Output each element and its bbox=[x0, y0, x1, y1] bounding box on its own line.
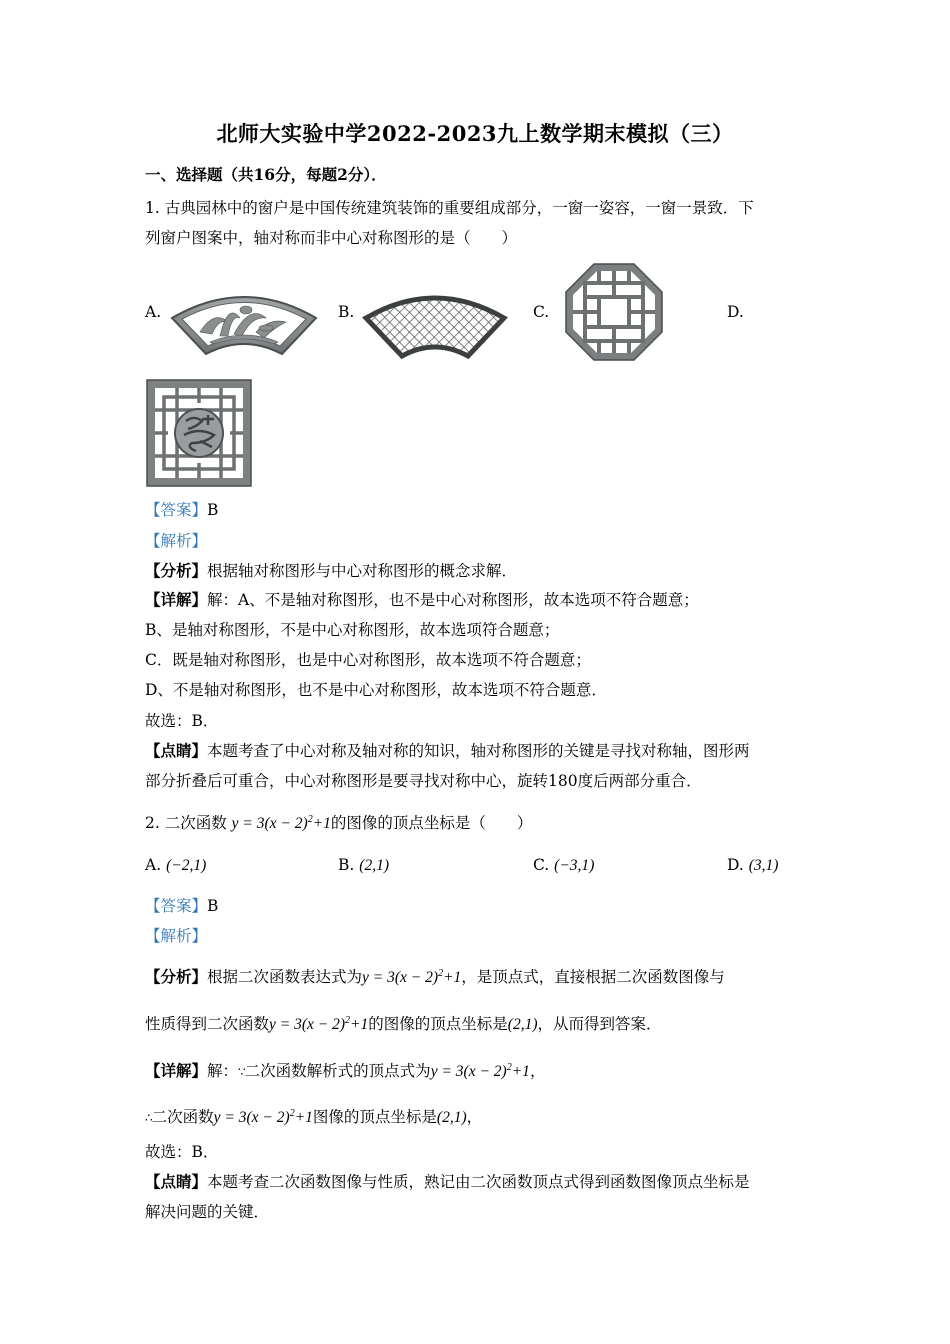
q2-xiangjie-e: 图像的顶点坐标是 bbox=[312, 1108, 437, 1127]
page-title: 北师大实验中学2022-2023九上数学期末模拟（三） bbox=[216, 121, 734, 146]
q2-xiangjie-line1 bbox=[145, 1058, 545, 1082]
q1-fenxi-text: 根据轴对称图形与中心对称图形的概念求解． bbox=[207, 562, 518, 580]
section-heading: 一、选择题（共16分，每题2分）． bbox=[145, 165, 387, 184]
formula-lhs: y = 3 bbox=[231, 815, 265, 833]
xiangjie-tag: 【详解】 bbox=[145, 590, 208, 609]
q2-answer-value: B bbox=[207, 897, 219, 915]
q2-xiangjie-line2: ∴二次函数$y = 3(x - 2)^2+1$图像的顶点坐标是(2,1)， bbox=[145, 1108, 483, 1127]
q1-option-a-label: A. bbox=[145, 303, 162, 321]
q2-stem-post: 的图像的顶点坐标是（ ） bbox=[330, 814, 533, 833]
q2-fenxi-a: 根据二次函数表达式为 bbox=[207, 968, 363, 987]
q2-option-b: B. (2,1) bbox=[338, 856, 389, 874]
q2-xiangjie-c: ， bbox=[529, 1062, 546, 1081]
q1-dianjing-line1 bbox=[145, 741, 750, 761]
q1-dianjing-text1: 本题考查了中心对称及轴对称的知识，轴对称图形的关键是寻找对称轴，图形两 bbox=[207, 742, 750, 760]
q1-xiangjie-line1 bbox=[145, 590, 699, 610]
q2-xiangjie-d: 二次函数 bbox=[151, 1108, 214, 1127]
dianjing-tag: 【点睛】 bbox=[145, 1172, 208, 1191]
q2-option-c-letter: C. bbox=[533, 856, 550, 874]
formula: $y = 3(x - 2)^2+1$ bbox=[430, 1062, 530, 1081]
q2-fenxi-c: 性质得到二次函数 bbox=[145, 1015, 270, 1034]
q2-xiangjie-a: 解： bbox=[207, 1062, 239, 1081]
q2-stem bbox=[145, 810, 532, 834]
therefore-symbol: ∴ bbox=[145, 1111, 152, 1126]
q2-option-b-value: 2,1 bbox=[364, 857, 384, 874]
window-fan-carved-image bbox=[170, 288, 318, 360]
vertex: 2,1 bbox=[442, 1109, 462, 1127]
q1-answer bbox=[145, 500, 218, 520]
q2-fenxi-b: ，是顶点式，直接根据二次函数图像与 bbox=[461, 968, 725, 987]
q2-option-c: C. (−3,1) bbox=[533, 856, 595, 874]
q1-fenxi bbox=[145, 561, 517, 581]
formula-tail: +1 bbox=[312, 815, 331, 833]
formula: $y = 3(x - 2)^2+1$ bbox=[269, 1015, 369, 1034]
q2-xiangjie-b: 二次函数解析式的顶点式为 bbox=[244, 1062, 431, 1081]
q2-option-d-letter: D. bbox=[727, 856, 744, 874]
q2-dianjing-line2: 解决问题的关键． bbox=[145, 1203, 270, 1221]
q2-option-a-letter: A. bbox=[145, 856, 162, 874]
vertex: 2,1 bbox=[512, 1016, 533, 1034]
answer-tag: 【答案】 bbox=[145, 897, 208, 915]
q1-choose: 故选：B． bbox=[145, 712, 219, 730]
q1-dianjing-line2: 部分折叠后可重合，中心对称图形是要寻找对称中心，旋转180度后两部分重合． bbox=[145, 772, 702, 790]
q2-option-b-letter: B. bbox=[338, 856, 355, 874]
q2-option-d: D. (3,1) bbox=[727, 856, 779, 874]
q1-option-b-label: B. bbox=[338, 303, 355, 321]
q2-analysis-tag: 【解析】 bbox=[145, 927, 208, 945]
q2-choose: 故选：B． bbox=[145, 1143, 219, 1161]
q2-dianjing-text1: 本题考查二次函数图像与性质，熟记由二次函数顶点式得到函数图像顶点坐标是 bbox=[207, 1173, 750, 1191]
q1-xiangjie-text1: 解：A、不是轴对称图形，也不是中心对称图形，故本选项不符合题意； bbox=[207, 591, 699, 609]
q1-answer-value: B bbox=[207, 501, 219, 519]
q2-fenxi-d: 的图像的顶点坐标是 bbox=[368, 1015, 508, 1034]
q2-option-a: A. (−2,1) bbox=[145, 856, 207, 874]
fenxi-tag: 【分析】 bbox=[145, 967, 208, 987]
formula-inner: x − 2 bbox=[269, 815, 303, 833]
q2-dianjing-line1 bbox=[145, 1172, 750, 1192]
q1-stem-line1: 1. 古典园林中的窗户是中国传统建筑装饰的重要组成部分，一窗一姿容，一窗一景致．下 bbox=[145, 199, 754, 217]
q2-fenxi-e: ，从而得到答案． bbox=[537, 1015, 662, 1034]
q1-option-c-label: C. bbox=[533, 303, 550, 321]
q2-option-c-value: −3,1 bbox=[559, 857, 590, 874]
q1-analysis-tag: 【解析】 bbox=[145, 532, 208, 550]
q2-formula: $y = 3(x - 2)^2+1$ bbox=[231, 814, 331, 833]
formula: $y = 3(x - 2)^2+1$ bbox=[213, 1108, 313, 1127]
window-square-fu-image bbox=[146, 379, 252, 487]
q2-answer bbox=[145, 896, 218, 916]
formula-exp: 2 bbox=[307, 814, 313, 825]
q1-xiangjie-line3: C．既是轴对称图形，也是中心对称图形，故本选项不符合题意； bbox=[145, 651, 591, 669]
q1-stem-line2: 列窗户图案中，轴对称而非中心对称图形的是（ ） bbox=[145, 229, 518, 247]
q1-option-d-label: D. bbox=[727, 303, 744, 321]
q2-fenxi-line1 bbox=[145, 964, 725, 988]
because-symbol: ∵ bbox=[238, 1065, 245, 1080]
q1-xiangjie-line2: B、是轴对称图形，不是中心对称图形，故本选项符合题意； bbox=[145, 621, 560, 639]
q2-option-d-value: 3,1 bbox=[753, 857, 774, 874]
window-fan-lattice-image bbox=[360, 292, 510, 364]
q2-xiangjie-f: ， bbox=[466, 1108, 483, 1127]
formula: $y = 3(x - 2)^2+1$ bbox=[362, 968, 462, 987]
q2-stem-pre: 2. 二次函数 bbox=[145, 814, 227, 833]
q2-fenxi-line2: 性质得到二次函数$y = 3(x - 2)^2+1$的图像的顶点坐标是(2,1)，从而得到答案． bbox=[145, 1015, 662, 1034]
q1-xiangjie-line4: D、不是轴对称图形，也不是中心对称图形，故本选项不符合题意． bbox=[145, 681, 607, 699]
q2-option-a-value: −2,1 bbox=[171, 857, 202, 874]
answer-tag: 【答案】 bbox=[145, 501, 208, 519]
window-octagon-lattice-image bbox=[565, 263, 663, 361]
dianjing-tag: 【点睛】 bbox=[145, 741, 208, 760]
fenxi-tag: 【分析】 bbox=[145, 561, 208, 580]
xiangjie-tag: 【详解】 bbox=[145, 1061, 208, 1081]
